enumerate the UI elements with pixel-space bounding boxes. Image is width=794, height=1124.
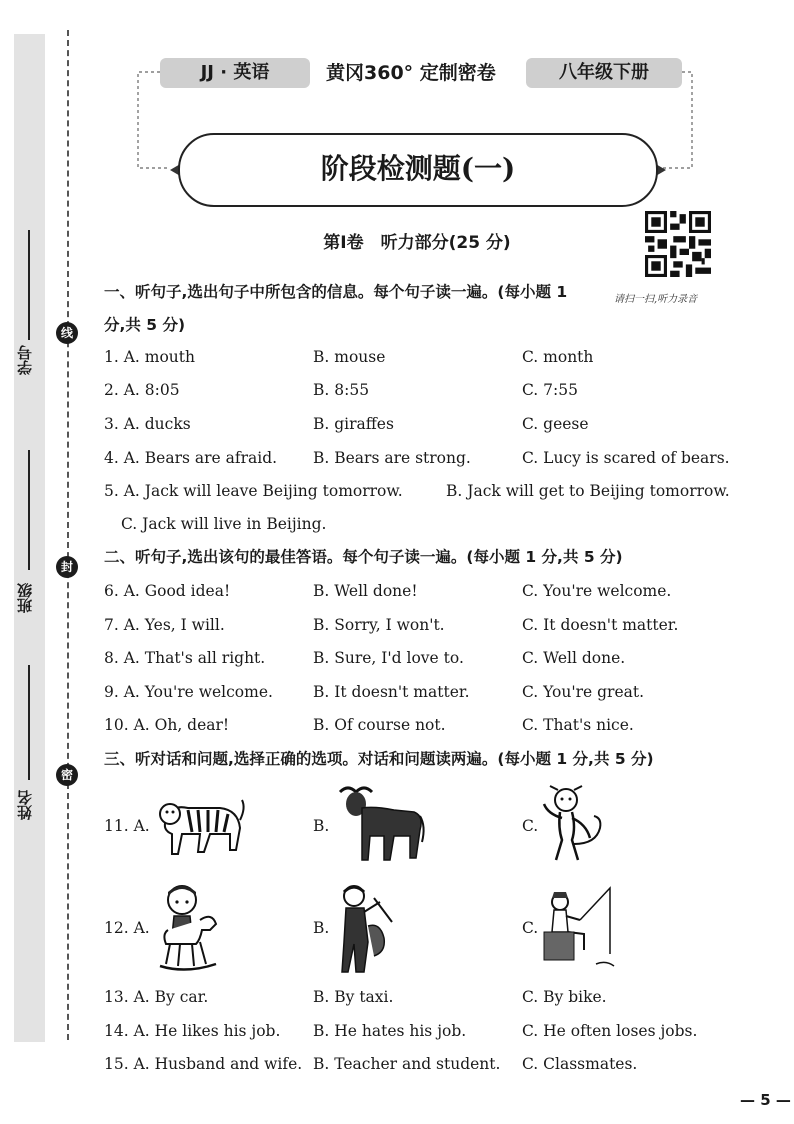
option-b[interactable]: B. mouse: [313, 348, 386, 366]
seal-badge-seal: 封: [56, 556, 78, 578]
violinist-picture[interactable]: [334, 882, 396, 974]
question-5: [0, 475, 794, 508]
option-b[interactable]: B. giraffes: [313, 415, 394, 433]
option-a[interactable]: 3. A. ducks: [104, 415, 191, 433]
option-b[interactable]: B. Bears are strong.: [313, 449, 471, 467]
option-a[interactable]: 12. A.: [104, 919, 150, 937]
grade-pill: 八年级下册: [526, 58, 682, 88]
seal-badge-line: 线: [56, 322, 78, 344]
option-a[interactable]: 13. A. By car.: [104, 988, 209, 1006]
question-9: [0, 676, 794, 709]
question-15: [0, 1048, 794, 1081]
brand-text: 黄冈360° 定制密卷: [326, 62, 496, 84]
option-c[interactable]: C.: [522, 919, 539, 937]
option-c[interactable]: C. 7:55: [522, 381, 578, 399]
option-c[interactable]: C. You're welcome.: [522, 582, 672, 600]
question-2: [0, 374, 794, 407]
option-c[interactable]: C. It doesn't matter.: [522, 616, 679, 634]
monkey-picture[interactable]: [538, 784, 608, 868]
option-c[interactable]: C. Jack will live in Beijing.: [121, 515, 327, 533]
question-14: [0, 1015, 794, 1048]
option-b[interactable]: B.: [313, 817, 330, 835]
option-b[interactable]: B. Sorry, I won't.: [313, 616, 445, 634]
student-id-label: 学号: [16, 345, 34, 375]
option-a[interactable]: 10. A. Oh, dear!: [104, 716, 230, 734]
option-b[interactable]: B. By taxi.: [313, 988, 394, 1006]
option-c[interactable]: C. month: [522, 348, 594, 366]
option-a[interactable]: 5. A. Jack will leave Beijing tomorrow.: [104, 482, 403, 500]
qr-note: 请扫一扫,听力录音: [614, 294, 698, 305]
seal-badge-dense: 密: [56, 764, 78, 786]
section-1-instruction: 一、听句子,选出句子中所包含的信息。每个句子读一遍。(每小题 1: [104, 283, 568, 301]
qr-code-icon[interactable]: [645, 211, 711, 277]
option-a[interactable]: 9. A. You're welcome.: [104, 683, 273, 701]
option-c[interactable]: C. That's nice.: [522, 716, 634, 734]
option-c[interactable]: C. He often loses jobs.: [522, 1022, 698, 1040]
option-b[interactable]: B. He hates his job.: [313, 1022, 467, 1040]
option-c[interactable]: C. geese: [522, 415, 589, 433]
section-3-instruction: 三、听对话和问题,选择正确的选项。对话和问题读两遍。(每小题 1 分,共 5 分): [104, 750, 654, 768]
question-12: [0, 880, 794, 980]
boy-on-rocking-horse-picture[interactable]: [156, 882, 224, 974]
page-title: 阶段检测题(一): [320, 152, 516, 185]
section-1-instruction-cont: 分,共 5 分): [104, 316, 186, 334]
name-label: 姓名: [16, 790, 34, 820]
question-10: [0, 709, 794, 742]
page-number: — 5 —: [740, 1091, 791, 1109]
part-title: 第Ⅰ卷 听力部分(25 分): [323, 233, 511, 253]
question-3: [0, 408, 794, 441]
option-a[interactable]: 15. A. Husband and wife.: [104, 1055, 303, 1073]
option-b[interactable]: B.: [313, 919, 330, 937]
question-11: [0, 780, 794, 880]
option-b[interactable]: B. It doesn't matter.: [313, 683, 470, 701]
student-id-blank: [28, 230, 30, 340]
option-a[interactable]: 1. A. mouth: [104, 348, 195, 366]
option-c[interactable]: C. You're great.: [522, 683, 645, 701]
question-1: [0, 341, 794, 374]
option-c[interactable]: C. By bike.: [522, 988, 607, 1006]
option-a[interactable]: 14. A. He likes his job.: [104, 1022, 281, 1040]
option-b[interactable]: B. Well done!: [313, 582, 418, 600]
option-a[interactable]: 2. A. 8:05: [104, 381, 180, 399]
option-b[interactable]: B. Of course not.: [313, 716, 446, 734]
question-7: [0, 609, 794, 642]
option-a[interactable]: 4. A. Bears are afraid.: [104, 449, 278, 467]
option-b[interactable]: B. 8:55: [313, 381, 370, 399]
option-c[interactable]: C. Lucy is scared of bears.: [522, 449, 730, 467]
option-c[interactable]: C. Classmates.: [522, 1055, 638, 1073]
question-6: [0, 575, 794, 608]
subject-pill: JJ · 英语: [160, 58, 310, 88]
option-b[interactable]: B. Sure, I'd love to.: [313, 649, 464, 667]
option-a[interactable]: 7. A. Yes, I will.: [104, 616, 225, 634]
question-8: [0, 642, 794, 675]
question-5-cont: [0, 508, 794, 541]
option-b[interactable]: B. Teacher and student.: [313, 1055, 501, 1073]
option-a[interactable]: 11. A.: [104, 817, 150, 835]
fishing-man-picture[interactable]: [540, 884, 616, 972]
question-13: [0, 981, 794, 1014]
option-a[interactable]: 8. A. That's all right.: [104, 649, 266, 667]
tiger-picture[interactable]: [148, 790, 248, 860]
section-2-instruction: 二、听句子,选出该句的最佳答语。每个句子读一遍。(每小题 1 分,共 5 分): [104, 548, 623, 566]
option-c[interactable]: C.: [522, 817, 539, 835]
option-b[interactable]: B. Jack will get to Beijing tomorrow.: [446, 482, 730, 500]
option-a[interactable]: 6. A. Good idea!: [104, 582, 231, 600]
ox-picture[interactable]: [334, 782, 428, 866]
question-4: [0, 442, 794, 475]
class-label: 班级: [16, 583, 34, 613]
option-c[interactable]: C. Well done.: [522, 649, 626, 667]
